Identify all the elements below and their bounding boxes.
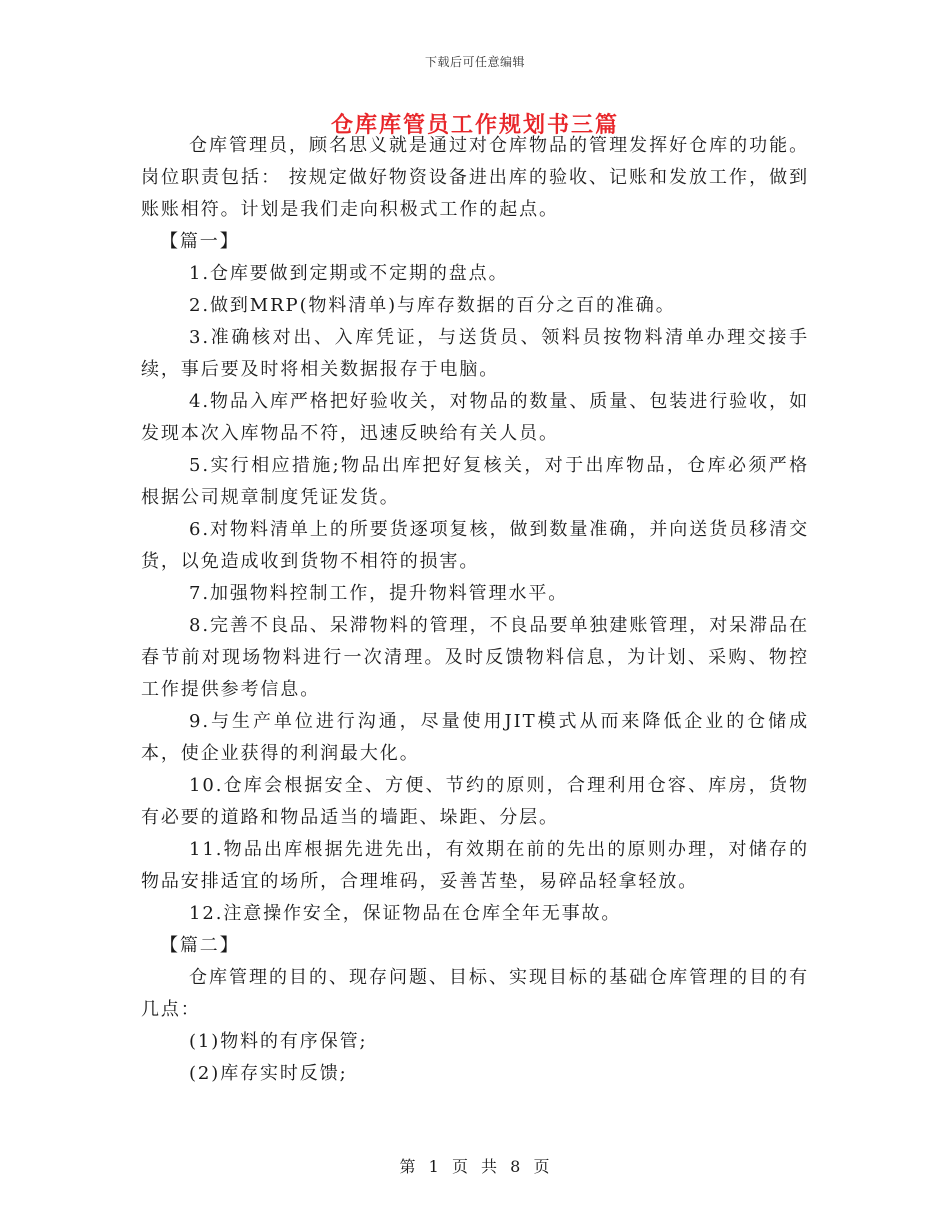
list-item: 6.对物料清单上的所要货逐项复核，做到数量准确，并向送货员移清交货，以免造成收到货物不相符的损害。 <box>141 519 809 572</box>
list-item: 1.仓库要做到定期或不定期的盘点。 <box>189 263 509 284</box>
list-item: 4.物品入库严格把好验收关，对物品的数量、质量、包装进行验收，如发现本次入库物品不符，迅速反映给有关人员。 <box>141 391 809 444</box>
intro-paragraph: 仓库管理员，顾名思义就是通过对仓库物品的管理发挥好仓库的功能。岗位职责包括： 按规定做好物资设备进出库的验收、记账和发放工作，做到账账相符。计划是我们走向积极式工作的起点。 <box>141 135 809 220</box>
section2-intro-paragraph: 仓库管理的目的、现存问题、目标、实现目标的基础仓库管理的目的有几点： <box>141 967 809 1020</box>
footer-page-word: 页 <box>451 1157 469 1176</box>
list-item: 9.与生产单位进行沟通，尽量使用JIT模式从而来降低企业的仓储成本，使企业获得的利润最大化。 <box>141 711 809 764</box>
list-item: 11.物品出库根据先进先出，有效期在前的先出的原则办理，对储存的物品安排适宜的场所，合理堆码，妥善苫垫，易碎品轻拿轻放。 <box>141 839 809 892</box>
document-title: 仓库库管员工作规划书三篇 <box>330 112 619 138</box>
document-body <box>141 130 809 1090</box>
section-heading-2-text: 【篇二】 <box>160 935 240 956</box>
header-note: 下载后可任意编辑 <box>424 55 525 69</box>
footer-suffix: 页 <box>533 1157 551 1176</box>
list-item: 2.做到MRP(物料清单)与库存数据的百分之百的准确。 <box>189 295 676 316</box>
footer-prefix: 第 <box>399 1157 417 1176</box>
section-heading-1-text: 【篇一】 <box>160 231 240 252</box>
section-heading-1 <box>141 226 809 258</box>
list-item: (2)库存实时反馈; <box>189 1063 348 1084</box>
list-item: 8.完善不良品、呆滞物料的管理，不良品要单独建账管理，对呆滞品在春节前对现场物料进行一次清理。及时反馈物料信息，为计划、采购、物控工作提供参考信息。 <box>141 615 809 700</box>
list-item: 7.加强物料控制工作，提升物料管理水平。 <box>189 583 569 604</box>
list-item: 10.仓库会根据安全、方便、节约的原则，合理利用仓容、库房，货物有必要的道路和物品适当的墙距、垛距、分层。 <box>141 775 809 828</box>
list-item: 5.实行相应措施;物品出库把好复核关，对于出库物品，仓库必须严格根据公司规章制度凭证发货。 <box>141 455 809 508</box>
footer-current-page: 1 <box>428 1157 440 1176</box>
page-footer <box>0 1154 950 1177</box>
list-item: (1)物料的有序保管; <box>189 1031 368 1052</box>
footer-total-prefix: 共 <box>481 1157 499 1176</box>
list-item: 12.注意操作安全，保证物品在仓库全年无事故。 <box>189 903 622 924</box>
list-item: 3.准确核对出、入库凭证，与送货员、领料员按物料清单办理交接手续，事后要及时将相关数据报存于电脑。 <box>141 327 809 380</box>
footer-total-pages: 8 <box>510 1157 522 1176</box>
section-heading-2 <box>141 930 809 962</box>
